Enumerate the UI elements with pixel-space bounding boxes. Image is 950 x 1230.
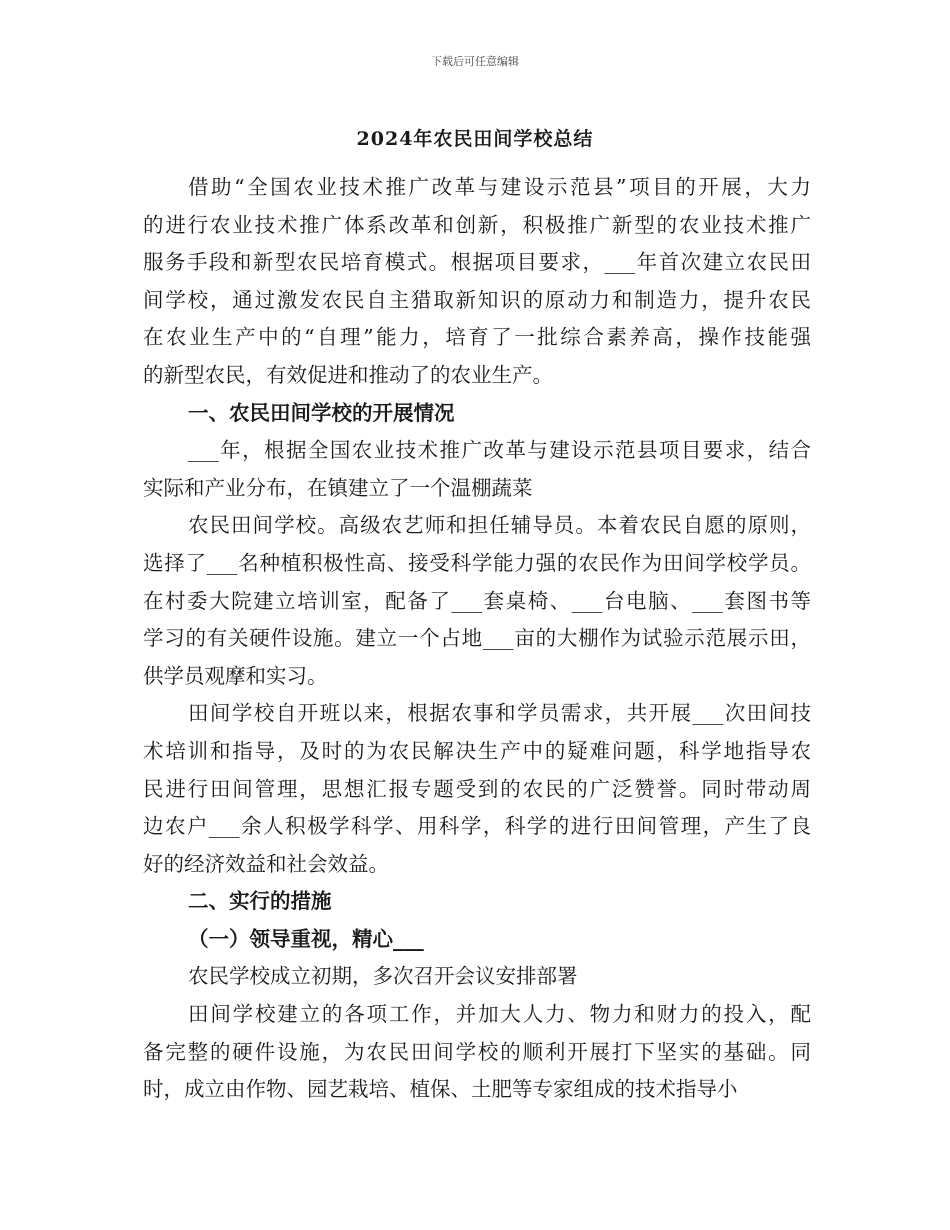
section-heading: 一、农民田间学校的开展情况 — [188, 400, 455, 425]
section-heading: 二、实行的措施 — [188, 889, 332, 914]
paragraph-line: ___年，根据全国农业技术推广改革与建设示范县项目要求，结合 — [188, 438, 811, 463]
paragraph-line: 田间学校建立的各项工作，并加大人力、物力和财力的投入，配 — [188, 1002, 811, 1027]
document-body — [143, 169, 811, 1109]
paragraph-line: 术培训和指导，及时的为农民解决生产中的疑难问题，科学地指导农 — [143, 738, 811, 763]
paragraph-line: 实际和产业分布，在镇建立了一个温棚蔬菜 — [143, 475, 533, 500]
paragraph-line: 借助“全国农业技术推广改革与建设示范县”项目的开展，大力 — [188, 175, 811, 199]
paragraph-line: 供学员观摩和实习。 — [143, 663, 328, 688]
paragraph-line: 备完整的硬件设施，为农民田间学校的顺利开展打下坚实的基础。同 — [143, 1039, 811, 1064]
document-title: 2024年农民田间学校总结 — [356, 128, 594, 150]
paragraph-line: 好的经济效益和社会效益。 — [143, 851, 389, 876]
paragraph-line: 间学校，通过激发农民自主猎取新知识的原动力和制造力，提升农民 — [143, 287, 811, 312]
paragraph-line: 农民学校成立初期，多次召开会议安排部署 — [188, 964, 578, 989]
subsection-heading: （一）领导重视，精心___ — [188, 926, 424, 951]
paragraph-line: 民进行田间管理，思想汇报专题受到的农民的广泛赞誉。同时带动周 — [143, 776, 811, 801]
paragraph-line: 服务手段和新型农民培育模式。根据项目要求，___年首次建立农民田 — [143, 250, 811, 275]
paragraph-line: 田间学校自开班以来，根据农事和学员需求，共开展___次田间技 — [188, 701, 811, 726]
paragraph-line: 的进行农业技术推广体系改革和创新，积极推广新型的农业技术推广 — [143, 212, 811, 237]
paragraph-line: 边农户___余人积极学科学、用科学，科学的进行田间管理，产生了良 — [143, 814, 811, 839]
paragraph-line: 时，成立由作物、园艺栽培、植保、土肥等专家组成的技术指导小 — [143, 1077, 738, 1102]
paragraph-line: 农民田间学校。高级农艺师和担任辅导员。本着农民自愿的原则， — [188, 513, 811, 538]
paragraph-line: 在农业生产中的“自理”能力，培育了一批综合素养高，操作技能强 — [143, 325, 811, 350]
paragraph-line: 的新型农民，有效促进和推动了的农业生产。 — [143, 362, 553, 387]
paragraph-line: 学习的有关硬件设施。建立一个占地___亩的大棚作为试验示范展示田， — [143, 626, 811, 651]
header-note: 下载后可任意编辑 — [431, 55, 519, 68]
paragraph-line: 在村委大院建立培训室，配备了___套桌椅、___台电脑、___套图书等 — [143, 588, 811, 613]
paragraph-line: 选择了___名种植积极性高、接受科学能力强的农民作为田间学校学员。 — [143, 550, 811, 575]
